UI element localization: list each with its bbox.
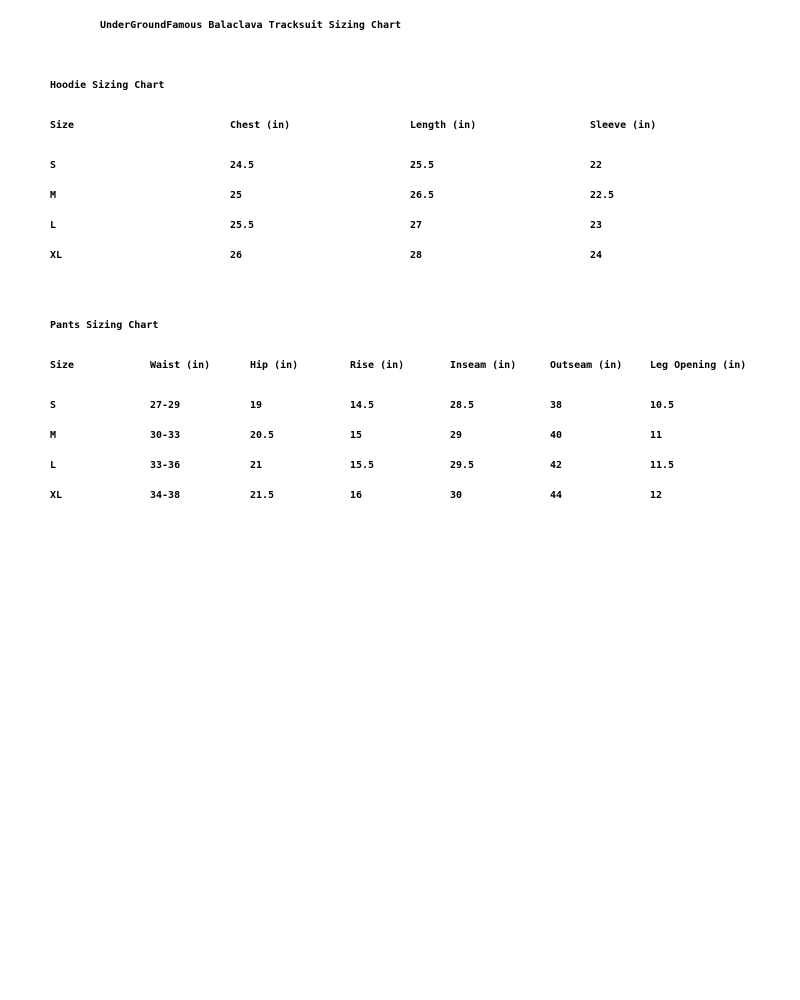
table-cell: M xyxy=(50,190,57,201)
table-cell: 29.5 xyxy=(450,460,475,471)
table-cell: 11.5 xyxy=(650,460,675,471)
page-title: UnderGroundFamous Balaclava Tracksuit Sizing Chart xyxy=(100,20,402,31)
table-row xyxy=(50,429,750,443)
table-row xyxy=(50,189,750,203)
table-row xyxy=(50,459,750,473)
table-cell: 30-33 xyxy=(150,430,181,441)
table-row xyxy=(50,399,750,413)
table-row xyxy=(50,219,750,233)
table-cell: 15.5 xyxy=(350,460,375,471)
table-cell: L xyxy=(50,220,57,231)
table-cell: 40 xyxy=(550,430,563,441)
table-cell: 10.5 xyxy=(650,400,675,411)
table-header-row xyxy=(50,119,750,133)
table-row xyxy=(50,489,750,503)
pants-section-title: Pants Sizing Chart xyxy=(50,320,159,331)
header-cell-waist: Waist (in) xyxy=(150,360,211,371)
table-cell: 21.5 xyxy=(250,490,275,501)
table-cell: 22.5 xyxy=(590,190,615,201)
table-cell: 34-38 xyxy=(150,490,181,501)
table-cell: 28 xyxy=(410,250,423,261)
header-cell-size: Size xyxy=(50,120,75,131)
table-cell: 16 xyxy=(350,490,363,501)
header-cell-chest: Chest (in) xyxy=(230,120,291,131)
table-cell: M xyxy=(50,430,57,441)
table-cell: 33-36 xyxy=(150,460,181,471)
table-cell: XL xyxy=(50,250,63,261)
table-cell: XL xyxy=(50,490,63,501)
table-cell: 30 xyxy=(450,490,463,501)
table-cell: 26 xyxy=(230,250,243,261)
table-cell: 14.5 xyxy=(350,400,375,411)
table-cell: S xyxy=(50,160,57,171)
table-cell: 28.5 xyxy=(450,400,475,411)
header-cell-length: Length (in) xyxy=(410,120,477,131)
table-cell: 26.5 xyxy=(410,190,435,201)
table-cell: 21 xyxy=(250,460,263,471)
table-cell: 29 xyxy=(450,430,463,441)
table-cell: S xyxy=(50,400,57,411)
table-cell: 19 xyxy=(250,400,263,411)
table-cell: 24.5 xyxy=(230,160,255,171)
table-cell: 11 xyxy=(650,430,663,441)
hoodie-section-title: Hoodie Sizing Chart xyxy=(50,80,165,91)
header-cell-hip: Hip (in) xyxy=(250,360,299,371)
table-cell: 38 xyxy=(550,400,563,411)
table-cell: 23 xyxy=(590,220,603,231)
table-cell: 12 xyxy=(650,490,663,501)
table-row xyxy=(50,249,750,263)
header-cell-outseam: Outseam (in) xyxy=(550,360,623,371)
table-cell: 24 xyxy=(590,250,603,261)
table-cell: 25.5 xyxy=(230,220,255,231)
table-cell: 20.5 xyxy=(250,430,275,441)
header-cell-sleeve: Sleeve (in) xyxy=(590,120,657,131)
header-cell-inseam: Inseam (in) xyxy=(450,360,517,371)
table-cell: 15 xyxy=(350,430,363,441)
table-cell: 22 xyxy=(590,160,603,171)
table-cell: 25 xyxy=(230,190,243,201)
table-cell: 25.5 xyxy=(410,160,435,171)
table-cell: 27-29 xyxy=(150,400,181,411)
header-cell-leg-opening: Leg Opening (in) xyxy=(650,360,747,371)
header-cell-rise: Rise (in) xyxy=(350,360,405,371)
table-cell: L xyxy=(50,460,57,471)
table-header-row xyxy=(50,359,750,373)
table-cell: 42 xyxy=(550,460,563,471)
table-cell: 27 xyxy=(410,220,423,231)
table-row xyxy=(50,159,750,173)
header-cell-size: Size xyxy=(50,360,75,371)
table-cell: 44 xyxy=(550,490,563,501)
